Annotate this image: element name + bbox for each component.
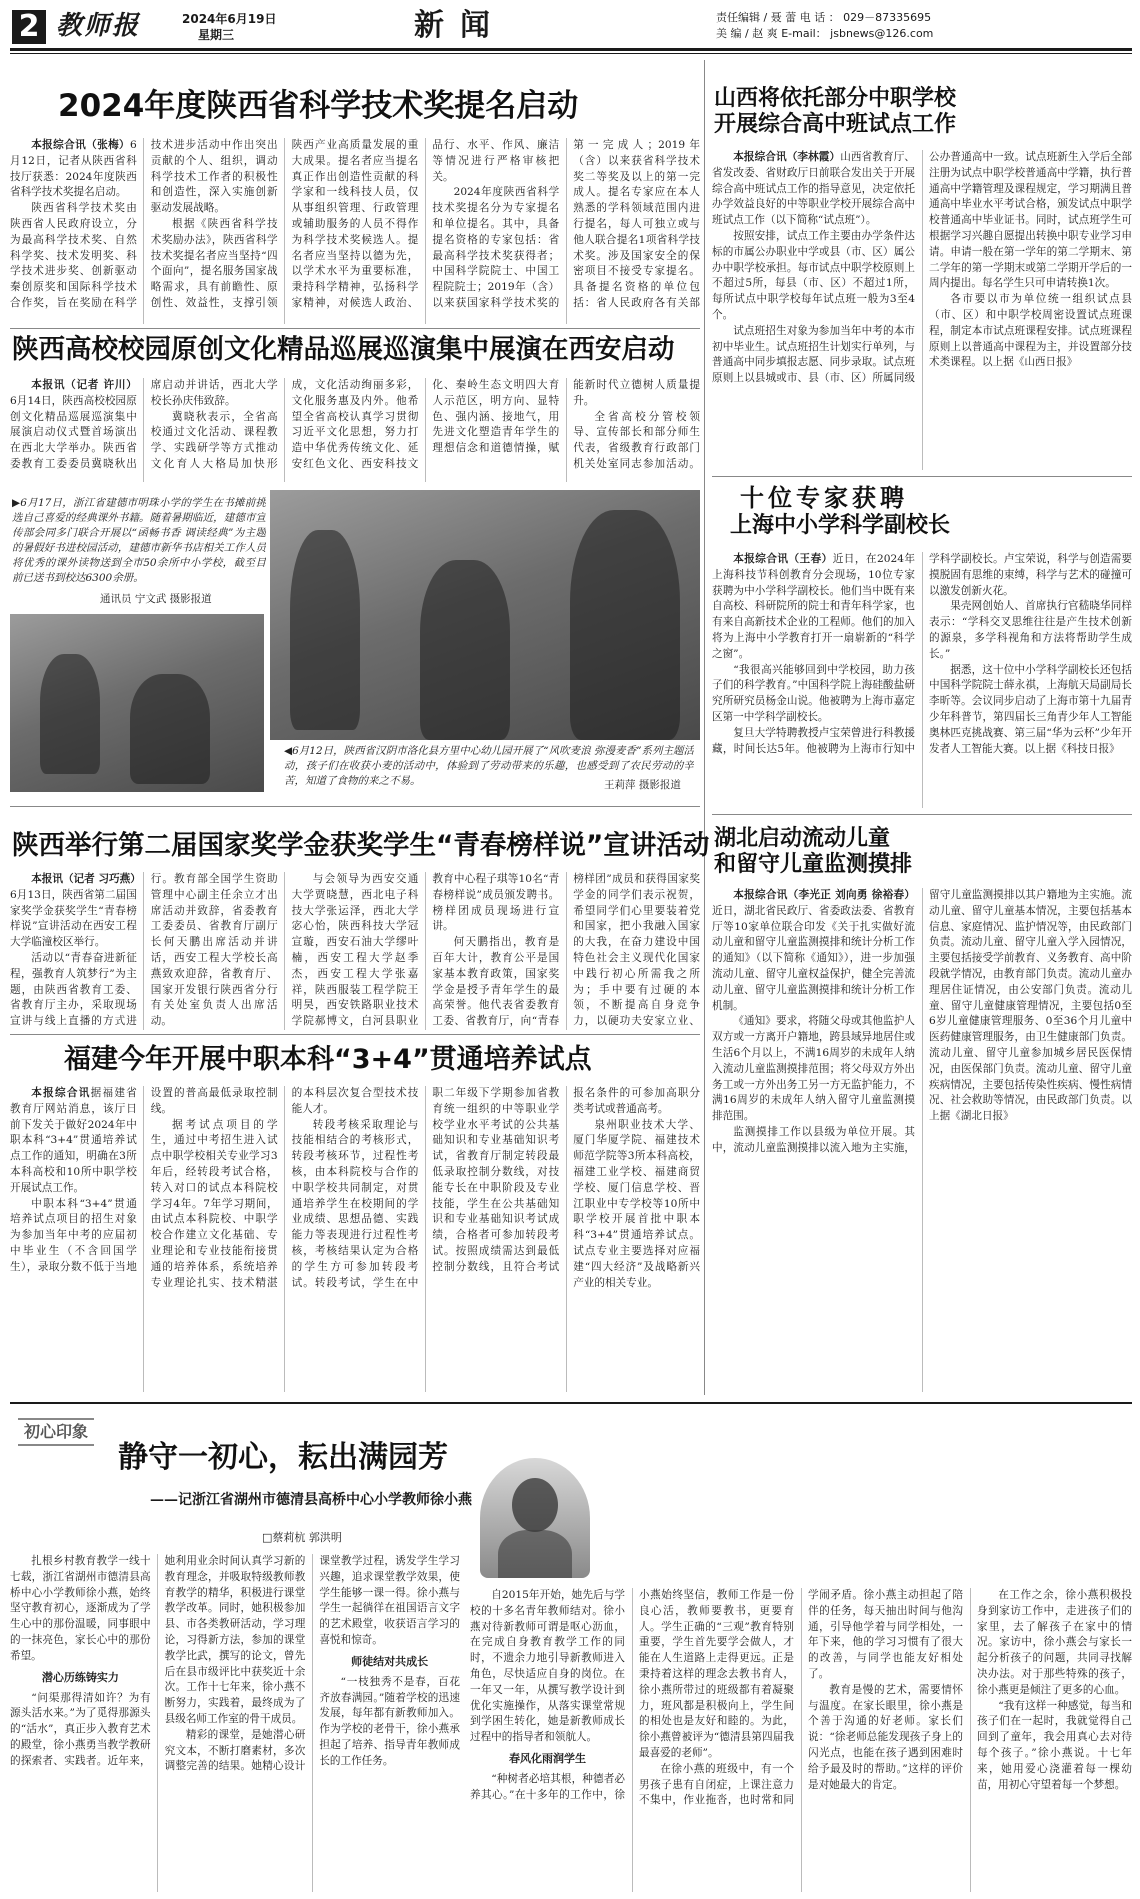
article-7-paragraph: 泉州职业技术大学、厦门华厦学院、福建技术师范学院等3所本科高校，福建工业学校、福建商贸学校、厦门信息学校、晋江职业中专学校等10所中职学校开展首批中职本科“3+4”贯通培养试点。试点专业主要选择对应福建“四大经济”及战略新兴产业的相关专业。	[573, 1118, 700, 1289]
masthead-rule-thin	[10, 53, 1132, 54]
article-3-paragraph: 各市要以市为单位统一组织试点县（市、区）和中职学校周密设置试点班课程，制定本市试点班课程安排。试点班课程原则上以普通高中课程为主，并设置部分技术类课程。以上据《山西日报》	[929, 293, 1132, 369]
paper-name: 教师报	[56, 11, 141, 41]
article-1-byline: 本报综合讯（张梅）	[31, 139, 131, 151]
article-2-paragraph: 全省高校分管校领导、宣传部长和部分师生代表，省级教育行政部门机关处室同志参加活动。	[573, 410, 700, 470]
article-separator	[10, 1034, 700, 1035]
feature-separator	[10, 1402, 1132, 1404]
article-6-headline-line-2: 和留守儿童监测摸排	[714, 852, 913, 877]
credits-line-1: 责任编辑 / 聂 蕾 电 话 ： 029－87335695	[716, 11, 932, 24]
article-5-body: 本报讯（记者 习巧燕）6月13日，陕西省第二届国家奖学金获奖学生“青春榜样说”宣讲活动在西安工程大学临潼校区举行。 活动以“青春奋进新征程，强教育人筑梦行”为主题，由陕西省教育工委、省教育厅主办，采取现场宣讲与线上直播的方式进行。教育部全国学生资助管理中心副主任余立才出席活动并致辞，省委教育工委委员、省教育厅副厅长何天鹏出席活动并讲话，西安工程大学校长高燕致欢迎辞，省教育厅、国家开发银行陕西省分行有关处室负责人出席活动。 与会领导为西安交通大学贾晓慧，西北电子科技大学张运泽，西北大学宓心怡，陕西科技大学冠宣璇，西安石油大学缪叶楠，西安工程大学赵季杰，西安工程大学张嘉祥，陕西服装工程学院王明昊，西安铁路职业技术学院郝博文，白河县职业教育中心程子琪等10名“青春榜样说”成员颁发聘书。榜样团成员现场进行宣讲。 何天鹏指出，教育是百年大计，教育公平是国家基本教育政策，国家奖学金是授予青年学生的最高荣誉。他代表省委教育工委、省教育厅，向“青春榜样团”成员和获得国家奖学金的同学们表示祝贺，希望同学们心里要装着党和国家，把小我融入国家的大我，在奋力建设中国特色社会主义现代化国家中践行初心所需我之所为；手中要有过硬的本领，不断提高自身竞争力，以硬功夫安家立业、	[10, 872, 700, 1030]
photo-bottom-caption: ◀6月12日，陕西省汉阴市洛化县方里中心幼儿园开展了“风吹麦浪 弥漫麦香”系列主题活动，孩子们在收获小麦的活动中，体验到了劳动带来的乐趣，也感受到了农民劳动的辛苦，知道了食物的来之不易。	[284, 745, 694, 787]
article-2-headline: 陕西高校校园原创文化精品巡展巡演集中展演在西安启动	[12, 334, 675, 365]
article-2-byline: 本报讯（记者 许川）	[31, 379, 137, 391]
article-separator	[10, 806, 700, 807]
article-4-paragraph: 果壳网创始人、首席执行官嵇晓华同样表示：“学科交叉思维往往是产生技术创新的源泉，多学科视角和方法将帮助学生成长。”	[929, 600, 1132, 660]
article-4-paragraph: “我很高兴能够回到中学校园，助力孩子们的科学教育。”中国科学院上海硅酸盐研究所研究员杨金山说。他被聘为上海市嘉定区第一中学科学副校长。	[712, 663, 915, 723]
article-6-body: 本报综合讯（李光正 刘向勇 徐裕春）近日，湖北省民政厅、省委政法委、省教育厅等10家单位联合印发《关于扎实做好流动儿童和留守儿童监测摸排和统计分析工作的通知》（以下简称《通知》），进一步加强流动儿童、留守儿童权益保护，健全完善流动儿童、留守儿童监测摸排和统计分析工作机制。 《通知》要求，将随父母或其他监护人双方或一方离开户籍地，跨县域异地居住或生活6个月以上，不满16周岁的未成年人纳入流动儿童监测摸排范围；将父母双方外出务工或一方外出务工另一方无监护能力，不满16周岁的未成年人纳入留守儿童监测摸排范围。 监测摸排工作以县级为单位开展。其中，流动儿童监测摸排以流入地为主实施，留守儿童监测摸排以其户籍地为主实施。流动儿童、留守儿童基本情况，主要包括基本信息、家庭情况、监护情况等，由民政部门负责。流动儿童、留守儿童入学入园情况，主要包括接受学前教育、义务教育、高中阶段就学情况，由教育部门负责。流动儿童办理居住证情况，由公安部门负责。流动儿童、留守儿童健康管理情况，主要包括0至6岁儿童健康管理服务、0至36个月儿童中医药健康管理服务，由卫生健康部门负责。流动儿童、留守儿童参加城乡居民医保情况，由医保部门负责。流动儿童、留守儿童疾病情况，主要包括传染性疾病、慢性病情况、社会救助等情况，由民政部门负责。以上据《湖北日报》	[712, 888, 1132, 1392]
article-1-paragraph: 根据《陕西省科学技术奖励办法》，陕西省科学技术奖提名者应当坚持“四个面向”，提名服务国家战略需求，具有前瞻性、原创性、效益性，支撑引领陕西产业高质量发展的重大成果。提名者应当提名真正作出创造性贡献的科学家和一线科技人员，仅从事组织管理、行政管理或辅助服务的人员不得作为科学技术奖候选人。提名者应当坚持以德为先，以学术水平为重要标准，秉持科学精神，弘扬科学家精神，对候选人政治、品行、水平、作风、廉洁等情况进行严格审核把关。	[150, 139, 560, 309]
article-6-paragraph: 监测摸排工作以县级为单位开展。其中，流动儿童监测摸排以流入地为主实施，留守儿童监测摸排以其户籍地为主实施。流动儿童、留守儿童基本情况，主要包括基本信息、家庭情况、监护情况等，由民政部门负责。流动儿童、留守儿童入学入园情况，主要包括接受学前教育、义务教育、高中阶段就学情况，由教育部门负责。流动儿童办理居住证情况，由公安部门负责。流动儿童、留守儿童健康管理情况，主要包括0至6岁儿童健康管理服务、0至36个月儿童中医药健康管理服务，由卫生健康部门负责。流动儿童、留守儿童参加城乡居民医保情况，由医保部门负责。流动儿童、留守儿童疾病情况，主要包括传染性疾病、慢性病情况、社会救助等情况，由民政部门负责。以上据《湖北日报》	[712, 889, 1132, 1154]
article-1-headline: 2024年度陕西省科学技术奖提名启动	[58, 88, 579, 124]
article-3-headline-line-2: 开展综合高中班试点工作	[714, 112, 957, 137]
feature-paragraph: “一枝独秀不是春，百花齐放春满园。”随着学校的迅速发展，每年都有新教师加入。作为学校的老骨干，徐小燕承担起了培养、指导青年教师成长的工作任务。	[319, 1675, 460, 1767]
feature-subheading: 师徒结对共成长	[351, 1654, 429, 1668]
publication-date: 2024年6月19日	[182, 12, 277, 26]
article-5-paragraph: 何天鹏指出，教育是百年大计，教育公平是国家基本教育政策，国家奖学金是授予青年学生的最高荣誉。他代表省委教育工委、省教育厅，向“青春榜样团”成员和获得国家奖学金的同学们表示祝贺，希望同学们心里要装着党和国家，把小我融入国家的大我，在奋力建设中国特色社会主义现代化国家中践行初心所需我之所为；手中要有过硬的本领，不断提高自身竞争力，以硬功夫安家立业、	[432, 873, 700, 1028]
column-divider	[704, 60, 705, 1395]
portrait-photo	[480, 1458, 590, 1578]
masthead-rule	[10, 48, 1132, 51]
article-separator	[712, 814, 1132, 815]
feature-subheading: 春风化雨润学生	[509, 1751, 586, 1765]
article-7-paragraph: 中职本科“3+4”贯通培养试点项目的招生对象为参加当年中考的应届初中毕业生（不含回国学生），录取分数不低于当地设置的普高最低录取控制线。	[10, 1087, 278, 1273]
photo-top-caption: ▶6月17日，浙江省建德市明珠小学的学生在书摊前挑选自己喜爱的经典课外书籍。随着暑期临近，建德市宣传部会同多门联合开展以“函畅书香 调读经典”为主题的暑假好书进校园活动，建德市新华书店相关工作人员将优秀的课外读物送到全市50余所中小学校，截至目前已送书到校达6300余册。	[12, 497, 266, 584]
article-1-body: 本报综合讯（张梅）6月12日，记者从陕西省科技厅获悉：2024年度陕西省科学技术奖提名启动。 陕西省科学技术奖由陕西省人民政府设立，分为最高科学技术奖、自然科学奖、技术发明奖、科学技术进步奖、创新驱动秦创原奖和国际科学技术合作奖，旨在奖励在科学技术进步活动中作出突出贡献的个人、组织，调动科学技术工作者的积极性和创造性，深入实施创新驱动发展战略。 根据《陕西省科学技术奖励办法》，陕西省科学技术奖提名者应当坚持“四个面向”，提名服务国家战略需求，具有前瞻性、原创性、效益性，支撑引领陕西产业高质量发展的重大成果。提名者应当提名真正作出创造性贡献的科学家和一线科技人员，仅从事组织管理、行政管理或辅助服务的人员不得作为科学技术奖候选人。提名者应当坚持以德为先，以学术水平为重要标准，秉持科学精神，弘扬科学家精神，对候选人政治、品行、水平、作风、廉洁等情况进行严格审核把关。 2024年度陕西省科学技术奖提名分为专家提名和单位提名。其中，具备提名资格的专家包括：省最高科学技术奖获得者；中国科学院院士、中国工程院院士；2019年（含）以来获国家科学技术奖的第一完成人；2019年（含）以来获省科学技术奖二等奖及以上的第一完成人。提名专家应在本人熟悉的学科领域范围内进行提名，每人可独立或与他人联合提名1项省科学技术奖。涉及国家安全的保密项目不接受专家提名。具备提名资格的单位包括：省人民政府各有关部	[10, 138, 700, 324]
feature-paragraph: 自2015年开始，她先后与学校的十多名青年教师结对。徐小燕对待新教师可谓是呕心沥血，在完成自身教育教学工作的同时，不遗余力地引导新教师进入角色，尽快适应自身的岗位。在一年又一年，从撰写教学设计到优化实施操作，从落实课堂常规到学困生转化，她是新教师成长过程中的指导者和领航人。	[470, 1589, 625, 1744]
article-3-headline-line-1: 山西将依托部分中职学校	[714, 86, 957, 111]
article-4-paragraph: 据悉，这十位中小学科学副校长还包括中国科学院院士薛永祺，上海航天局副局长李昕等。会议同步启动了上海市第十九届青少年科普节，第四届长三角青少年人工智能奥林匹克挑战赛、第三届“华为云杯”少年开发者人工智能大赛。以上据《科技日报》	[929, 663, 1132, 755]
feature-subhead: ——记浙江省湖州市德清县高桥中心小学教师徐小燕	[150, 1492, 472, 1508]
weekday: 星期三	[198, 28, 235, 42]
section-name: 新闻	[414, 8, 506, 43]
photo-children-reading	[10, 614, 264, 792]
credits-line-2: 美 编 / 赵 爽 E-mail： jsbnews@126.com	[716, 27, 934, 40]
feature-paragraph: 精彩的课堂，是她潜心研究文本，不断打磨素材，多次调整完善的结果。她精心设计课堂教学过程，诱发学生学习兴趣，追求课堂教学效果，使学生能够一课一得。徐小燕与学生一起徜徉在祖国语言文字的艺术殿堂，收获语言学习的喜悦和惊奇。	[164, 1555, 460, 1773]
article-3-paragraph: 按照安排，试点工作主要由办学条件达标的市属公办职业中学或县（市、区）属公办中职学校承担。每市试点中职学校原则上不超过5所，每县（市、区）不超过1所，每所试点中职学校每年试点班一般为3至4个。	[712, 229, 915, 321]
photo-wheat-harvest	[270, 490, 700, 740]
feature-subheading: 潜心历练铸实力	[41, 1670, 119, 1684]
article-6-paragraph: 《通知》要求，将随父母或其他监护人双方或一方离开户籍地，跨县域异地居住或生活6个月以上，不满16周岁的未成年人纳入流动儿童监测摸排范围；将父母双方外出务工或一方外出务工另一方无监护能力，不满16周岁的未成年人纳入留守儿童监测摸排范围。	[712, 1015, 915, 1123]
article-7-paragraph: 转段考核采取理论与技能相结合的考核形式，转段考核环节，过程性考核，由本科院校与合作的中职学校共同制定，对贯通培养学生在校期间的学业成绩、思想品德、实践能力等表现进行过程性考核，考核结果认定为合格的学生方可参加转段考试。转段考试，学生在中职二年级下学期参加省教育统一组织的中等职业学校学业水平考试的公共基础知识和专业基础知识考试，省教育厅制定转段最低录取控制分数线，对技能专长在中职阶段及专业技能，学生在公共基础知识和专业基础知识考试成绩，合格者可参加转段考试。按照成绩需达到最低控制分数线，且符合考试报名条件的可参加高职分类考试或普通高考。	[291, 1087, 700, 1289]
article-4-byline: 本报综合讯（王春）	[733, 553, 833, 565]
article-4-headline-line-1: 十位专家获聘	[740, 484, 908, 512]
article-5-paragraph: 活动以“青春奋进新征程，强教育人筑梦行”为主题，由陕西省教育工委、省教育厅主办，采取现场宣讲与线上直播的方式进行。教育部全国学生资助管理中心副主任余立才出席活动并致辞，省委教育工委委员、省教育厅副厅长何天鹏出席活动并讲话，西安工程大学校长高燕致欢迎辞，省教育厅、国家开发银行陕西省分行有关处室负责人出席活动。	[10, 873, 278, 1028]
feature-paragraph: “种树者必培其根，种德者必养其心。”在十多年的工作中，徐小燕始终坚信，教师工作是一份良心活，教师要教书，更要育人。学生正确的“三观”教育特别重要，学生首先要学会做人，才能在人生道路上走得更远。正是秉持着这样的理念去教书育人，徐小燕所带过的班级都有着凝聚力，班风都是积极向上，学生间的相处也是友好和睦的。为此，徐小燕曾被评为“德清县第四届我最喜爱的老师”。	[470, 1589, 794, 1801]
article-2-paragraph: 冀晓秋表示，全省高校通过文化活动、课程教学、实践研学等方式推动文化育人大格局加快形成，文化活动绚丽多彩，文化服务惠及内外。他希望全省高校认真学习贯彻习近平文化思想，努力打造中华优秀传统文化、延安红色文化、西安科技文化、秦岭生态文明四大育人示范区，明方向、显特色、强内涵、接地气，用先进文化塑造青年学生的理想信念和道德情操，赋能新时代立德树人质量提升。	[150, 379, 700, 470]
feature-paragraph: “我有这样一种感觉，每当和孩子们在一起时，我就觉得自己回到了童年，我会用真心去对待每个孩子。”徐小燕说。十七年来，她用爱心浇灌着每一棵幼苗，用初心守望着每一个梦想。	[977, 1699, 1132, 1791]
article-1-paragraph: 2024年度陕西省科学技术奖提名分为专家提名和单位提名。其中，具备提名资格的专家包括：省最高科学技术奖获得者；中国科学院院士、中国工程院院士；2019年（含）以来获国家科学技术奖的第一完成人；2019年（含）以来获省科学技术奖二等奖及以上的第一完成人。提名专家应在本人熟悉的学科领域范围内进行提名，每人可独立或与他人联合提名1项省科学技术奖。涉及国家安全的保密项目不接受专家提名。具备提名资格的单位包括：省人民政府各有关部	[432, 139, 700, 309]
article-7-paragraph: 据考试点项目的学生，通过中考招生进入试点中职学校相关专业学习3年后，经转段考试合格，转入对口的试点本科院校学习4年。7年学习期间，由试点本科院校、中职学校合作建立文化基础、专业理论和专业技能衔接贯通的培养体系，系统培养专业理论扎实、技术精湛的本科层次复合型技术技能人才。	[150, 1087, 419, 1289]
feature-paragraph: 教育是慢的艺术，需要情怀与温度。在家长眼里，徐小燕是个善于沟通的好老师。家长们说：“徐老师总能发现孩子身上的闪光点，也能在孩子遇到困难时给予最及时的帮助。”这样的评价是对她最大的肯定。	[808, 1683, 963, 1791]
article-6-headline-line-1: 湖北启动流动儿童	[714, 826, 891, 851]
article-7-body: 本报综合讯据福建省教育厅网站消息，该厅日前下发关于做好2024年中职本科“3+4”贯通培养试点工作的通知，明确在3所本科高校和10所中职学校开展试点工作。 中职本科“3+4”贯通培养试点项目的招生对象为参加当年中考的应届初中毕业生（不含回国学生），录取分数不低于当地设置的普高最低录取控制线。 据考试点项目的学生，通过中考招生进入试点中职学校相关专业学习3年后，经转段考试合格，转入对口的试点本科院校学习4年。7年学习期间，由试点本科院校、中职学校合作建立文化基础、专业理论和专业技能衔接贯通的培养体系，系统培养专业理论扎实、技术精湛的本科层次复合型技术技能人才。 转段考核采取理论与技能相结合的考核形式，转段考核环节，过程性考核，由本科院校与合作的中职学校共同制定，对贯通培养学生在校期间的学业成绩、思想品德、实践能力等表现进行过程性考核，考核结果认定为合格的学生方可参加转段考试。转段考试，学生在中职二年级下学期参加省教育统一组织的中等职业学校学业水平考试的公共基础知识和专业基础知识考试，省教育厅制定转段最低录取控制分数线，对技能专长在中职阶段及专业技能，学生在公共基础知识和专业基础知识考试成绩，合格者可参加转段考试。按照成绩需达到最低控制分数线，且符合考试报名条件的可参加高职分类考试或普通高考。 泉州职业技术大学、厦门华厦学院、福建技术师范学院等3所本科高校，福建工业学校、福建商贸学校、厦门信息学校、晋江职业中专学校等10所中职学校开展首批中职本科“3+4”贯通培养试点。试点专业主要选择对应福建“四大经济”及战略新兴产业的相关专业。	[10, 1086, 700, 1392]
photo-top-credit: 通讯员 宁文武 摄影报道	[100, 593, 212, 605]
article-separator	[10, 328, 700, 329]
article-4-headline-line-2: 上海中小学科学副校长	[730, 513, 951, 538]
article-3-paragraph: 试点班招生对象为参加当年中考的本市初中毕业生。试点班招生计划实行单列，与普通高中同步填报志愿、同步录取。试点班原则上以县城或市、县（市、区）所属同级公办普通高中一致。试点班新生入学后全部注册为试点中职学校普通高中学籍，执行普通高中学籍管理及课程规定，学习期满且普通高中毕业水平考试合格，颁发试点中职学校普通高中毕业证书。同时，试点班学生可根据学习兴趣自愿提出转换中职专业学习申请。申请一般在第一学年的第二学期末、第二学年的第一学期末或第二学期开学后的一周内提出。每名学生只可申请转换1次。	[712, 151, 1132, 385]
photo-bottom-credit: 王莉萍 摄影报道	[604, 779, 681, 791]
article-3-byline: 本报综合讯（李林霞）	[733, 151, 841, 163]
feature-paragraph: 在工作之余，徐小燕积极投身到家访工作中，走进孩子们的家里，去了解孩子在家中的情况。家访中，徐小燕会与家长一起分析孩子的问题，共同寻找解决办法。对于那些特殊的孩子，徐小燕更是倾注了更多的心血。	[977, 1589, 1132, 1696]
feature-paragraph: 在徐小燕的班级中，有一个男孩子患有自闭症，上课注意力不集中，作业拖沓，也时常和同学闹矛盾。徐小燕主动担起了陪伴的任务，每天抽出时间与他沟通，引导他学着与同学相处，一年下来，他的学习习惯有了很大的改善，与同学也能友好相处了。	[639, 1589, 963, 1807]
article-5-byline: 本报讯（记者 习巧燕）	[31, 873, 141, 885]
feature-paragraph: 扎根乡村教育教学一线十七载，浙江省湖州市德清县高桥中心小学教师徐小燕，始终坚守教育初心，逐渐成为了学生心中的那份温暖，同事眼中的一抹亮色，家长心中的那份希望。	[10, 1555, 151, 1662]
feature-body-right	[470, 1588, 1132, 1892]
article-4-body: 本报综合讯（王春）近日，在2024年上海科技节科创教育分会现场，10位专家获聘为中小学科学副校长。他们当中既有来自高校、科研院所的院士和青年科学家，也有来自高新技术企业的工程师。他们的加入将为上海中小学教育打开一扇崭新的“科学之窗”。 “我很高兴能够回到中学校园，助力孩子们的科学教育。”中国科学院上海硅酸盐研究所研究员杨金山说。他被聘为上海市嘉定区第一中学科学副校长。 复旦大学特聘教授卢宝荣曾进行科教援藏，时间长达5年。他被聘为上海市行知中学科学副校长。卢宝荣说，科学与创造需要摸脱固有思维的束缚，科学与艺术的碰撞可以激发创新火花。 果壳网创始人、首席执行官嵇晓华同样表示：“学科交叉思维往往是产生技术创新的源泉，多学科视角和方法将帮助学生成长。” 据悉，这十位中小学科学副校长还包括中国科学院院士薛永祺，上海航天局副局长李昕等。会议同步启动了上海市第十九届青少年科普节，第四届长三角青少年人工智能奥林匹克挑战赛、第三届“华为云杯”少年开发者人工智能大赛。以上据《科技日报》	[712, 552, 1132, 808]
article-7-headline: 福建今年开展中职本科“3+4”贯通培养试点	[64, 1044, 592, 1075]
article-5-paragraph: 与会领导为西安交通大学贾晓慧，西北电子科技大学张运泽，西北大学宓心怡，陕西科技大学冠宣璇，西安石油大学缪叶楠，西安工程大学赵季杰，西安工程大学张嘉祥，陕西服装工程学院王明昊，西安铁路职业技术学院郝博文，白河县职业教育中心程子琪等10名“青春榜样说”成员颁发聘书。榜样团成员现场进行宣讲。	[291, 873, 560, 1028]
article-separator	[712, 476, 1132, 477]
feature-headline: 静守一初心，耘出满园芳	[118, 1440, 448, 1475]
feature-column-tag: 初心印象	[18, 1418, 94, 1446]
feature-author: □蔡莉杭 郭洪明	[262, 1531, 342, 1544]
page-number: 2	[12, 10, 46, 44]
article-1-paragraph: 陕西省科学技术奖由陕西省人民政府设立，分为最高科学技术奖、自然科学奖、技术发明奖、科学技术进步奖、创新驱动秦创原奖和国际科学技术合作奖，旨在奖励在科学技术进步活动中作出突出贡献的个人、组织，调动科学技术工作者的积极性和创造性，深入实施创新驱动发展战略。	[10, 139, 278, 309]
masthead	[10, 8, 1132, 46]
article-5-headline: 陕西举行第二届国家奖学金获奖学生“青春榜样说”宣讲活动	[12, 830, 710, 861]
article-2-body: 本报讯（记者 许川）6月14日，陕西高校校园原创文化精品巡展巡演集中展演启动仪式暨首场演出在西北大学举办。陕西省委教育工委委员冀晓秋出席启动并讲话，西北大学校长孙庆伟致辞。 冀晓秋表示，全省高校通过文化活动、课程教学、实践研学等方式推动文化育人大格局加快形成，文化活动绚丽多彩，文化服务惠及内外。他希望全省高校认真学习贯彻习近平文化思想，努力打造中华优秀传统文化、延安红色文化、西安科技文化、秦岭生态文明四大育人示范区，明方向、显特色、强内涵、接地气，用先进文化塑造青年学生的理想信念和道德情操，赋能新时代立德树人质量提升。 全省高校分管校领导、宣传部长和部分师生代表，省级教育行政部门机关处室同志参加活动。	[10, 378, 700, 482]
article-6-byline: 本报综合讯（李光正 刘向勇 徐裕春）	[733, 889, 915, 901]
feature-paragraph: “问渠那得清如许？为有源头活水来。”为了觅得那源头的“活水”，真正步入教育艺术的殿堂，徐小燕勇当教学教研的探索者、实践者。近年来，她利用业余时间认真学习新的教育理念，并吸取特级教师教育教学的精华，积极进行课堂教学改革。同时，她积极参加县、市各类教研活动，学习理论，习得新方法，参加的课堂教学比武，撰写的论文，曾先后在县市级评比中获奖近十余次。工作十七年来，徐小燕不断努力，实践着，最终成为了县级名师工作室的骨干成员。	[10, 1555, 306, 1767]
article-3-body: 本报综合讯（李林霞）山西省教育厅、省发改委、省财政厅日前联合发出关于开展综合高中班试点工作的指导意见，决定依托办学效益良好的中等职业学校开展综合高中班试点工作（以下简称“试点班”）。 按照安排，试点工作主要由办学条件达标的市属公办职业中学或县（市、区）属公办中职学校承担。每市试点中职学校原则上不超过5所，每县（市、区）不超过1所，每所试点中职学校每年试点班一般为3至4个。 试点班招生对象为参加当年中考的本市初中毕业生。试点班招生计划实行单列，与普通高中同步填报志愿、同步录取。试点班原则上以县城或市、县（市、区）所属同级公办普通高中一致。试点班新生入学后全部注册为试点中职学校普通高中学籍，执行普通高中学籍管理及课程规定，学习期满且普通高中毕业水平考试合格，颁发试点中职学校普通高中毕业证书。同时，试点班学生可根据学习兴趣自愿提出转换中职专业学习申请。申请一般在第一学年的第二学期末、第二学年的第一学期末或第二学期开学后的一周内提出。每名学生只可申请转换1次。 各市要以市为单位统一组织试点县（市、区）和中职学校周密设置试点班课程，制定本市试点班课程安排。试点班课程原则上以普通高中课程为主，并设置部分技术类课程。以上据《山西日报》	[712, 150, 1132, 470]
feature-body-left	[10, 1554, 460, 1892]
article-4-paragraph: 复旦大学特聘教授卢宝荣曾进行科教援藏，时间长达5年。他被聘为上海市行知中学科学副校长。卢宝荣说，科学与创造需要摸脱固有思维的束缚，科学与艺术的碰撞可以激发创新火花。	[712, 553, 1132, 755]
editor-credits	[716, 10, 933, 42]
article-7-byline: 本报综合讯	[31, 1087, 91, 1099]
